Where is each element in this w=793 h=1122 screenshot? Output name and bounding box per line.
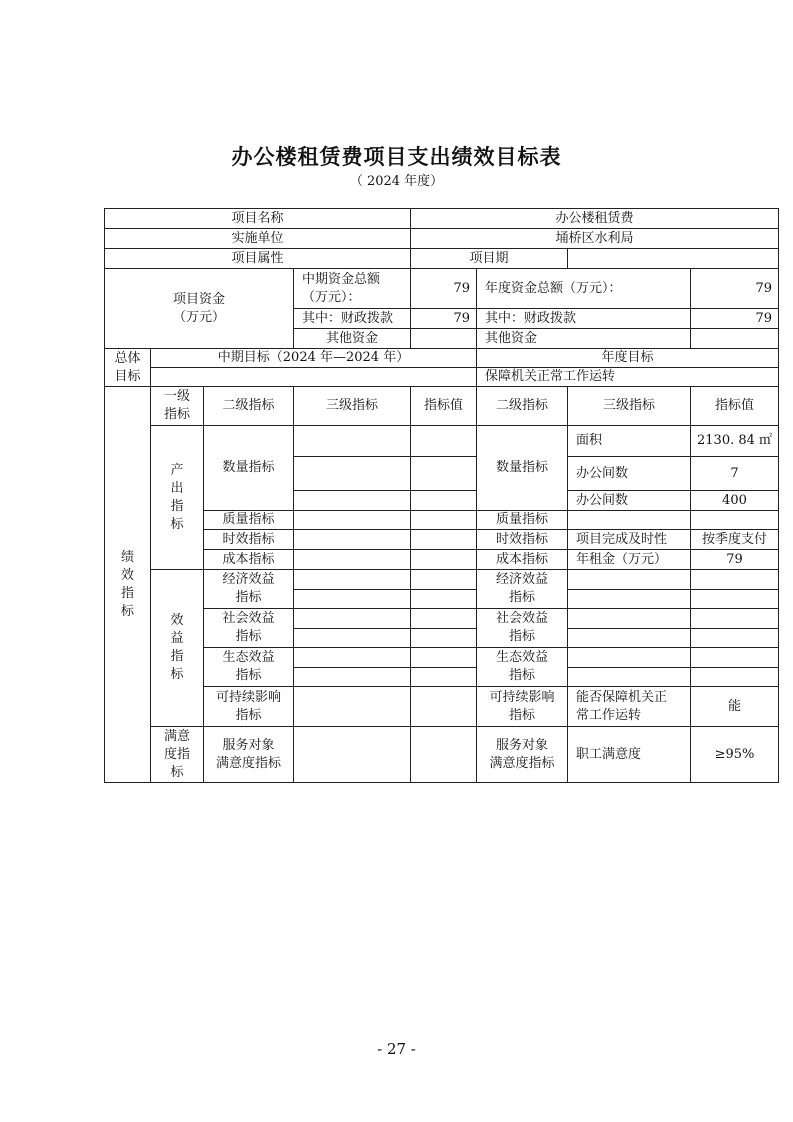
- service-label: 服务对象 满意度指标: [204, 727, 294, 783]
- time-name: 项目完成及时性: [568, 530, 691, 550]
- rooms-value: 7: [691, 457, 779, 491]
- sustainable-label: 可持续影响 指标: [204, 687, 294, 727]
- quantity-label-year: 数量指标: [477, 426, 568, 511]
- rooms2-name: 办公间数: [568, 491, 691, 511]
- funds-label: 项目资金 （万元）: [105, 269, 294, 349]
- effect-indicators-label: 效 益 指 标: [151, 570, 204, 727]
- rooms2-value: 400: [691, 491, 779, 511]
- staff-satisfaction-value: ≥95%: [691, 727, 779, 783]
- performance-indicators-label: 绩 效 指 标: [105, 387, 151, 783]
- project-attr-label: 项目属性: [105, 249, 411, 269]
- year-fiscal-label: 其中：财政拨款: [477, 309, 691, 329]
- year-total-label: 年度资金总额（万元）：: [477, 269, 691, 309]
- area-value: 2130. 84 ㎡: [691, 426, 779, 457]
- unit-value: 埇桥区水利局: [411, 229, 779, 249]
- economic-label-year: 经济效益 指标: [477, 570, 568, 609]
- timeliness-label: 时效指标: [204, 530, 294, 550]
- ecological-label: 生态效益 指标: [204, 648, 294, 687]
- level1-header: 一级 指标: [151, 387, 204, 426]
- project-name-label: 项目名称: [105, 209, 411, 229]
- project-period-label: 项目期: [411, 249, 568, 269]
- social-label-year: 社会效益 指标: [477, 609, 568, 648]
- year-goal-text: 保障机关正常工作运转: [477, 368, 779, 387]
- sustainable-label-year: 可持续影响 指标: [477, 687, 568, 727]
- output-indicators-label: 产 出 指 标: [151, 426, 204, 570]
- economic-label: 经济效益 指标: [204, 570, 294, 609]
- area-name: 面积: [568, 426, 691, 457]
- year-total-value: 79: [691, 269, 779, 309]
- staff-satisfaction-name: 职工满意度: [568, 727, 691, 783]
- page-number: - 27 -: [377, 1040, 416, 1058]
- sustain-name: 能否保障机关正 常工作运转: [568, 687, 691, 727]
- year-fiscal-value: 79: [691, 309, 779, 329]
- satisfaction-indicators-label: 满意 度指 标: [151, 727, 204, 783]
- performance-target-table: [104, 208, 779, 783]
- mid-other-label: 其他资金: [294, 329, 411, 349]
- social-label: 社会效益 指标: [204, 609, 294, 648]
- cost-label: 成本指标: [204, 550, 294, 570]
- overall-goal-label: 总体 目标: [105, 349, 151, 387]
- document-subtitle: （ 2024 年度）: [349, 174, 444, 189]
- mid-other-value: [411, 329, 477, 349]
- value-header-year: 指标值: [691, 387, 779, 426]
- project-period-value: [568, 249, 779, 269]
- quality-label-year: 质量指标: [477, 511, 568, 530]
- project-name-value: 办公楼租赁费: [411, 209, 779, 229]
- mid-total-value: 79: [411, 269, 477, 309]
- mid-total-label: 中期资金总额 （万元）：: [294, 269, 411, 309]
- year-other-label: 其他资金: [477, 329, 691, 349]
- time-value: 按季度支付: [691, 530, 779, 550]
- rent-value: 79: [691, 550, 779, 570]
- level2-header-year: 二级指标: [477, 387, 568, 426]
- mid-goal-text: [151, 368, 477, 387]
- year-goal-header: 年度目标: [477, 349, 779, 368]
- quantity-label: 数量指标: [204, 426, 294, 511]
- level3-header-year: 三级指标: [568, 387, 691, 426]
- document-title: 办公楼租赁费项目支出绩效目标表: [231, 145, 562, 169]
- mid-fiscal-label: 其中：财政拨款: [294, 309, 411, 329]
- sustain-value: 能: [691, 687, 779, 727]
- mid-fiscal-value: 79: [411, 309, 477, 329]
- ecological-label-year: 生态效益 指标: [477, 648, 568, 687]
- unit-label: 实施单位: [105, 229, 411, 249]
- level2-header: 二级指标: [204, 387, 294, 426]
- timeliness-label-year: 时效指标: [477, 530, 568, 550]
- mid-goal-header: 中期目标（2024 年—2024 年）: [151, 349, 477, 368]
- year-other-value: [691, 329, 779, 349]
- cost-label-year: 成本指标: [477, 550, 568, 570]
- rooms-name: 办公间数: [568, 457, 691, 491]
- quality-label: 质量指标: [204, 511, 294, 530]
- level3-header: 三级指标: [294, 387, 411, 426]
- rent-name: 年租金（万元）: [568, 550, 691, 570]
- value-header: 指标值: [411, 387, 477, 426]
- service-label-year: 服务对象 满意度指标: [477, 727, 568, 783]
